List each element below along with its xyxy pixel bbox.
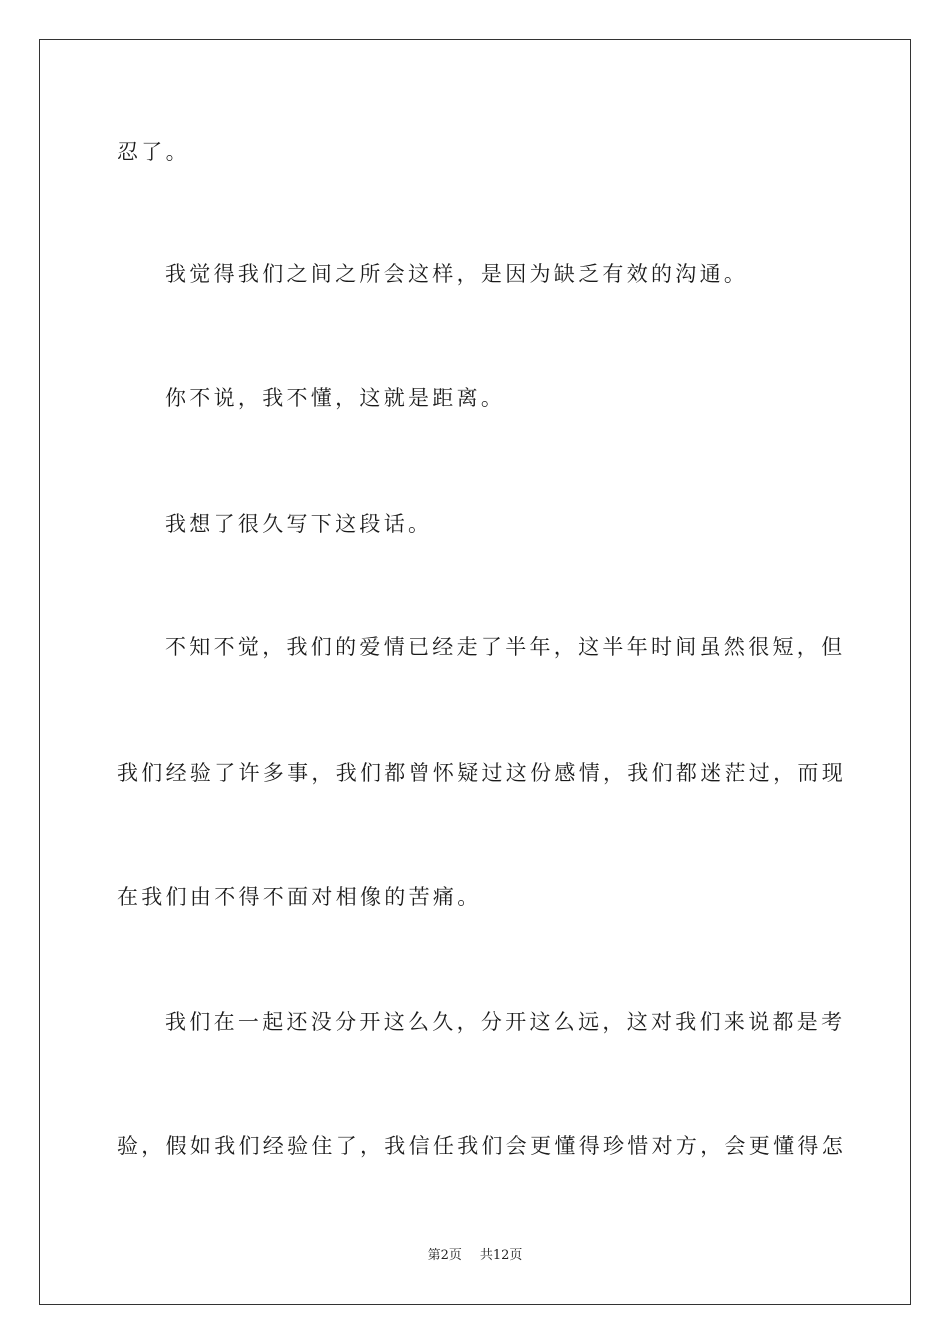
paragraph-line: 不知不觉，我们的爱情已经走了半年，这半年时间虽然很短，但 — [165, 635, 846, 659]
page-footer — [0, 1247, 950, 1265]
text-line: 验，假如我们经验住了，我信任我们会更懂得珍惜对方，会更懂得怎 — [117, 1134, 846, 1158]
text-line: 在我们由不得不面对相像的苦痛。 — [117, 885, 482, 909]
page-total: 共12页 — [479, 1248, 523, 1263]
paragraph-line: 我们在一起还没分开这么久，分开这么远，这对我们来说都是考 — [165, 1010, 846, 1034]
paragraph-line: 你不说，我不懂，这就是距离。 — [165, 386, 506, 410]
page-number: 第2页 — [427, 1248, 462, 1263]
page-border — [39, 39, 911, 1305]
paragraph-line: 我想了很久写下这段话。 — [165, 512, 433, 536]
paragraph-line: 我觉得我们之间之所会这样，是因为缺乏有效的沟通。 — [165, 262, 749, 286]
text-line: 我们经验了许多事，我们都曾怀疑过这份感情，我们都迷茫过，而现 — [117, 761, 846, 785]
text-line: 忍了。 — [117, 140, 190, 164]
